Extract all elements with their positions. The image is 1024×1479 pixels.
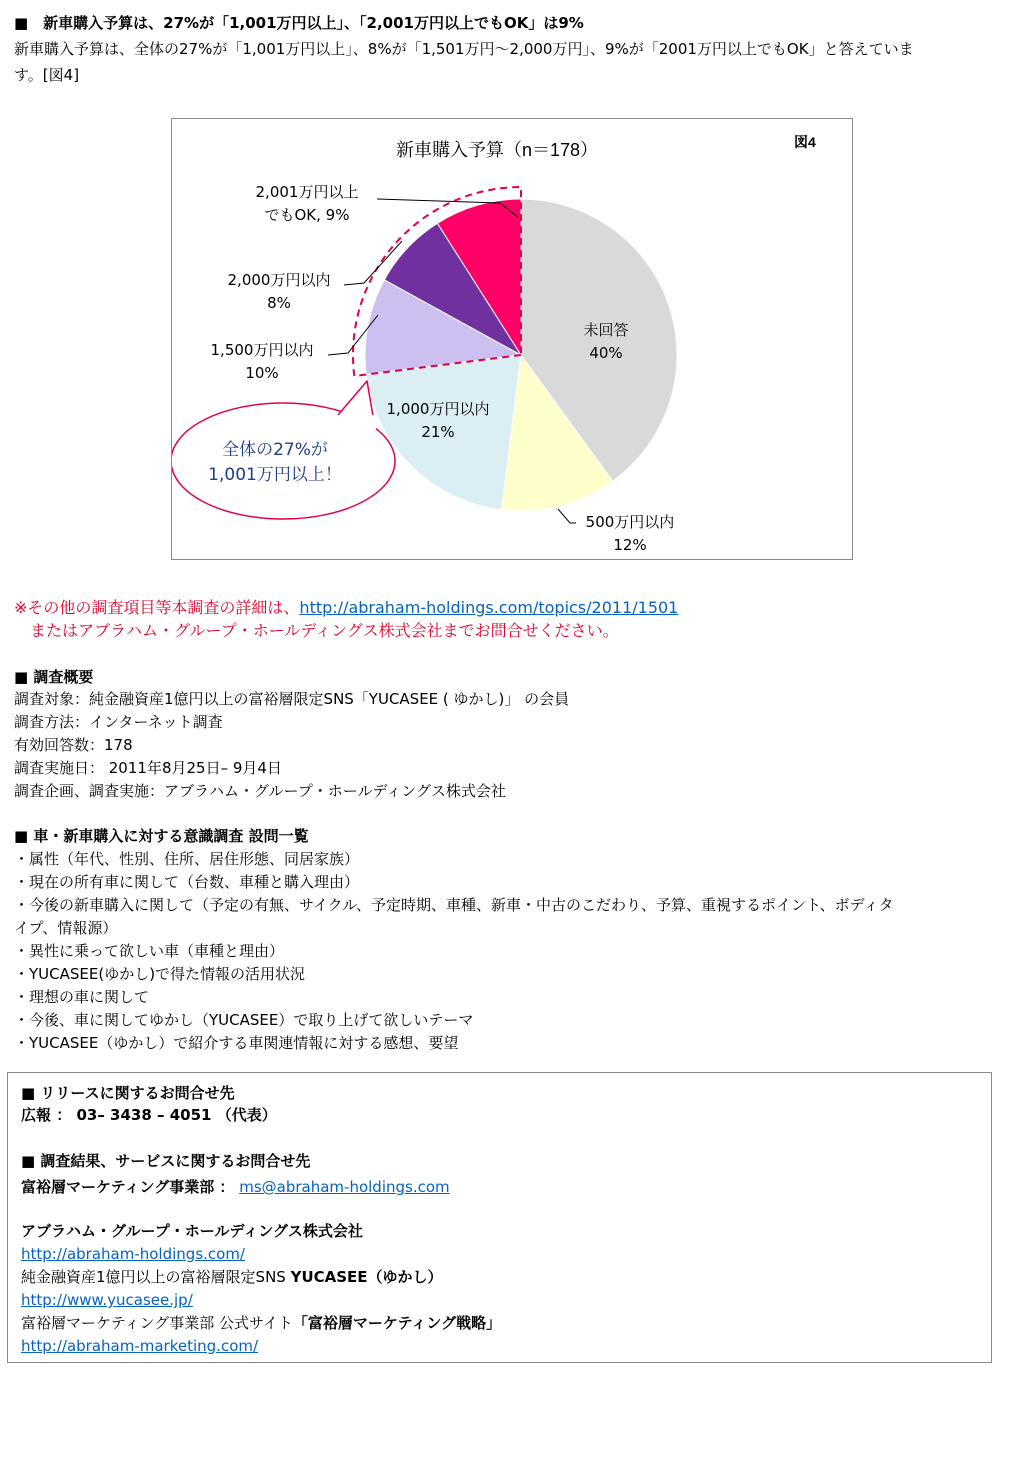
slice-label-500: 500万円以内 [585,513,675,531]
dept-email-link[interactable]: ms@abraham-holdings.com [239,1178,450,1196]
note-line [14,597,678,619]
survey-heading: ■ 調査概要 [14,668,94,686]
slice-label-2001: 2,001万円以上 [255,183,359,201]
question-item: ・YUCASEE(ゆかし)で得た情報の活用状況 [14,965,306,983]
slice-value-2001: でもOK, 9% [264,206,350,224]
release-contact-heading: ■ リリースに関するお問合せ先 [21,1084,235,1102]
survey-dates: 調査実施日： 2011年8月25日– 9月4日 [14,759,282,777]
press-phone: 広報 ： 03– 3438 – 4051 （代表） [21,1106,277,1124]
slice-label-1000: 1,000万円以内 [386,400,490,418]
sns-line [21,1266,443,1288]
dept-label: 富裕層マーケティング事業部 ： [21,1178,235,1196]
official-url-link[interactable]: http://abraham-marketing.com/ [21,1337,259,1355]
official-site-name: 「富裕層マーケティング戦略」 [292,1314,502,1332]
question-item-continued: イプ、情報源） [14,919,118,937]
official-site-description: 富裕層マーケティング事業部 公式サイト [21,1314,293,1332]
sns-description: 純金融資産1億円以上の富裕層限定SNS [21,1268,286,1286]
survey-target: 調査対象：純金融資産1億円以上の富裕層限定SNS「YUCASEE ( ゆかし)」 の会員 [14,690,570,708]
company-name: アブラハム・グループ・ホールディングス株式会社 [21,1222,363,1240]
chart-title: 新車購入予算（n＝178） [395,140,599,160]
official-url-line [21,1335,258,1357]
note-text: ※その他の調査項目等本調査の詳細は、 [14,598,300,617]
slice-value-2000: 8% [267,294,291,312]
dept-contact-line [21,1176,450,1198]
sns-url-line [21,1289,193,1311]
contact-box [7,1072,992,1363]
survey-responses: 有効回答数：178 [14,736,133,754]
sns-url-link[interactable]: http://www.yucasee.jp/ [21,1291,193,1309]
chart-frame [171,118,853,560]
company-url-line [21,1243,245,1265]
slice-value-unanswered: 40% [589,344,623,362]
question-item: ・YUCASEE（ゆかし）で紹介する車関連情報に対する感想、要望 [14,1034,459,1052]
question-item: ・今後、車に関してゆかし（YUCASEE）で取り上げて欲しいテーマ [14,1011,474,1029]
note-line-2: またはアブラハム・グループ・ホールディングス株式会社までお問合せください。 [14,621,619,640]
callout-text-line2: 1,001万円以上！ [208,465,342,485]
slice-value-1500: 10% [245,364,279,382]
intro-text: 新車購入予算は、全体の27%が「1,001万円以上」、8%が「1,501万円～2,000万円」、9%が「2001万円以上でもOK」と答えていま [14,40,914,58]
company-url-link[interactable]: http://abraham-holdings.com/ [21,1245,245,1263]
question-item: ・異性に乗って欲しい車（車種と理由） [14,942,285,960]
questions-heading: ■ 車・新車購入に対する意識調査 設問一覧 [14,827,309,845]
slice-label-1500: 1,500万円以内 [210,341,314,359]
question-item: ・属性（年代、性別、住所、居住形態、同居家族） [14,850,360,868]
sns-name: YUCASEE（ゆかし） [290,1268,443,1286]
survey-organizer: 調査企画、調査実施：アブラハム・グループ・ホールディングス株式会社 [14,782,506,800]
service-contact-heading: ■ 調査結果、サービスに関するお問合せ先 [21,1152,311,1170]
question-item: ・今後の新車購入に関して（予定の有無、サイクル、予定時期、車種、新車・中古のこだわり、予算、重視するポイント、ボディタ [14,896,894,914]
question-item: ・現在の所有車に関して（台数、車種と購入理由） [14,873,360,891]
slice-label-2000: 2,000万円以内 [227,271,331,289]
survey-method: 調査方法：インターネット調査 [14,713,223,731]
pie-chart [172,119,852,559]
slice-value-500: 12% [613,536,647,554]
details-link[interactable]: http://abraham-holdings.com/topics/2011/1501 [299,598,679,617]
callout-text-line1: 全体の27%が [222,440,328,460]
slice-value-1000: 21% [421,423,455,441]
slice-label-unanswered: 未回答 [583,321,629,339]
question-item: ・理想の車に関して [14,988,150,1006]
section-heading-budget: ■ 新車購入予算は、27%が「1,001万円以上」、「2,001万円以上でもOK」は9% [14,14,584,32]
intro-text-continued: す。[図4] [14,66,80,84]
leader-line-500 [558,509,576,523]
official-site-line [21,1312,501,1334]
figure-label: 図4 [794,134,816,150]
